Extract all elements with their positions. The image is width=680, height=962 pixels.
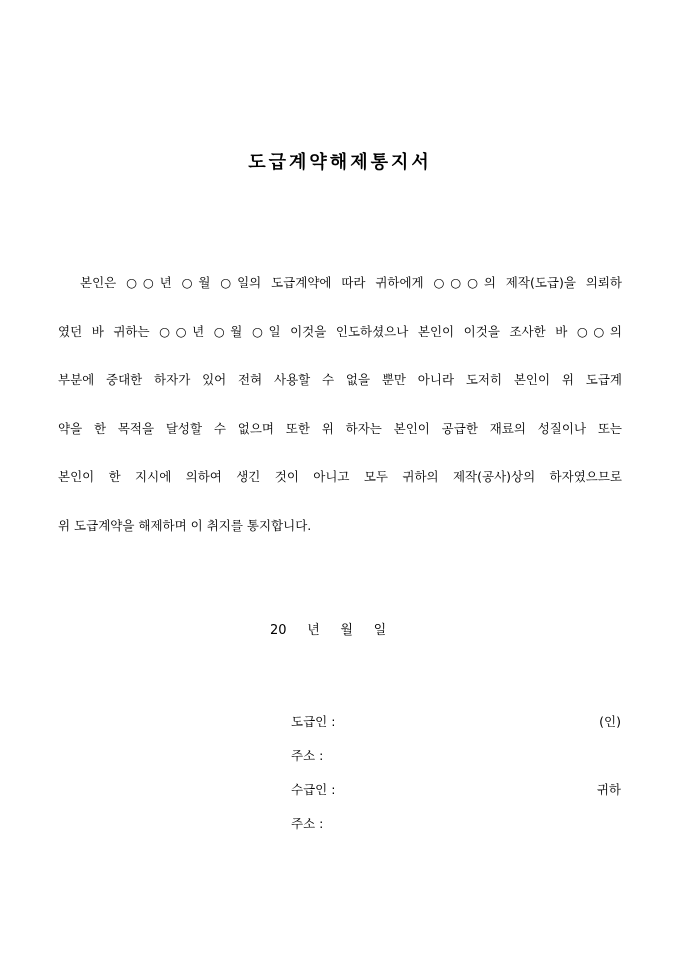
recipient-address-row	[291, 814, 621, 832]
notice-body	[58, 270, 622, 561]
contractor-label: 도급인 :	[291, 714, 336, 729]
recipient-honorific: 귀하	[596, 782, 621, 797]
recipient-row	[291, 780, 621, 798]
body-line-5: 본인이 한 지시에 의하여 생긴 것이 아니고 모두 귀하의 제작(공사)상의 하자였으므로	[58, 469, 622, 484]
recipient-label: 수급인 :	[291, 782, 336, 797]
seal-mark: (인)	[599, 714, 621, 729]
contractor-address-label: 주소 :	[291, 748, 324, 763]
date-line: 20 년 월 일	[270, 623, 387, 638]
contractor-row	[291, 712, 621, 730]
document-title: 도급계약해제통지서	[248, 152, 432, 173]
body-line-1: 본인은 ○○년 ○월 ○일의 도급계약에 따라 귀하에게 ○○○의 제작(도급)을 의뢰하	[80, 275, 622, 290]
recipient-address-label: 주소 :	[291, 816, 324, 831]
body-line-6: 위 도급계약을 해제하며 이 취지를 통지합니다.	[58, 517, 312, 533]
contractor-address-row	[291, 746, 621, 764]
body-line-2: 였던 바 귀하는 ○○년 ○월 ○일 이것을 인도하셨으나 본인이 이것을 조사한 바 ○○의	[58, 323, 622, 339]
body-line-3: 부분에 중대한 하자가 있어 전혀 사용할 수 없을 뿐만 아니라 도저히 본인이 위 도급계	[58, 372, 622, 387]
body-line-4: 약을 한 목적을 달성할 수 없으며 또한 위 하자는 본인이 공급한 재료의 성질이나 또는	[58, 420, 622, 436]
